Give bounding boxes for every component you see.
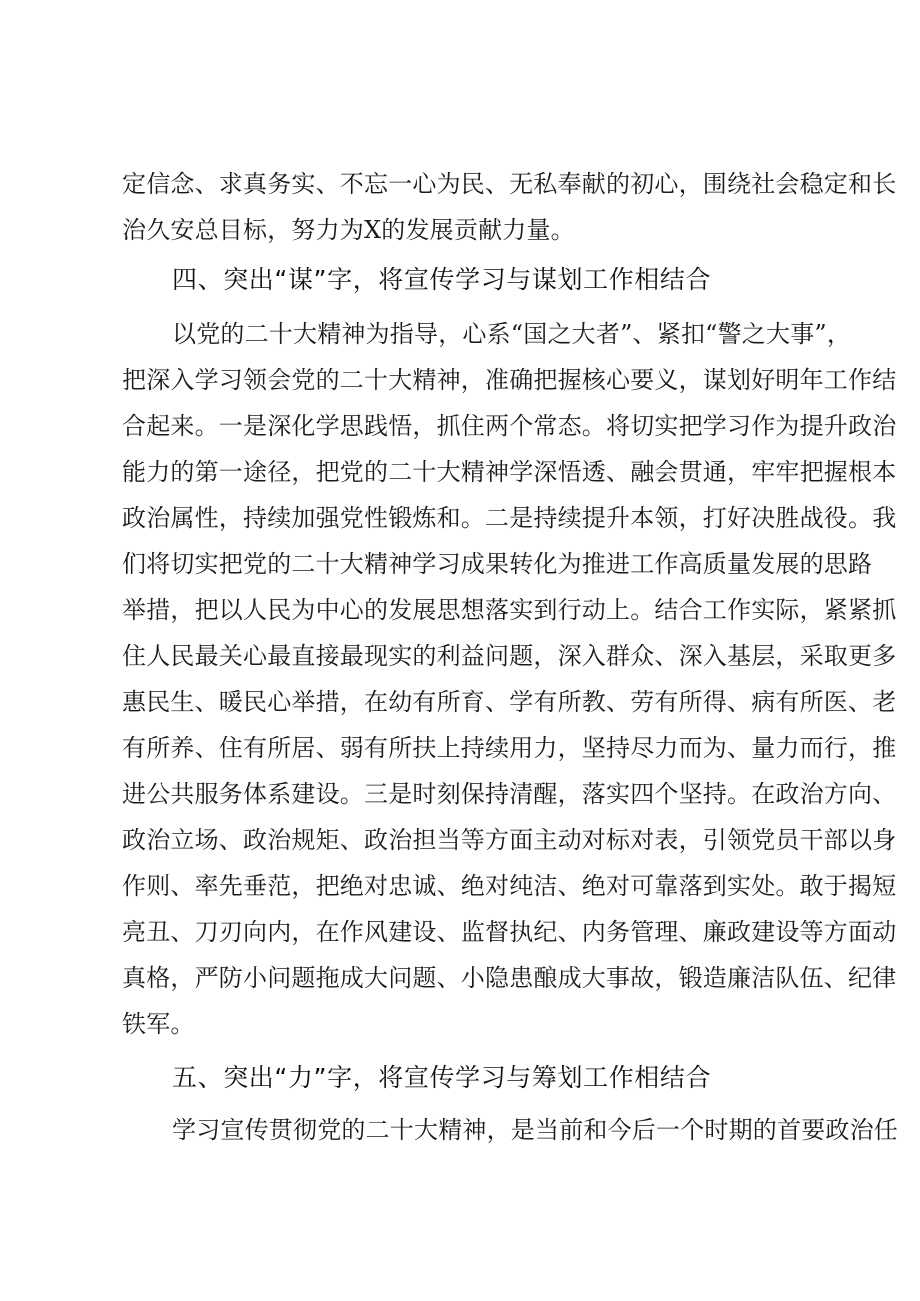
paragraph-line: 定信念、求真务实、不忘一心为民、无私奉献的初心，围绕社会稳定和长: [122, 170, 897, 198]
paragraph-line: 铁军。: [122, 1010, 195, 1038]
section-heading-4: 四、突出“谋”字，将宣传学习与谋划工作相结合: [172, 265, 712, 294]
paragraph-line: 惠民生、暖民心举措，在幼有所育、学有所教、劳有所得、病有所医、老: [122, 688, 897, 716]
paragraph-line: 作则、率先垂范，把绝对忠诚、绝对纯洁、绝对可靠落到实处。敢于揭短: [122, 872, 897, 900]
paragraph-line: 进公共服务体系建设。三是时刻保持清醒，落实四个坚持。在政治方向、: [122, 780, 897, 808]
paragraph-line: 们将切实把党的二十大精神学习成果转化为推进工作高质量发展的思路: [122, 550, 873, 578]
paragraph-line: 治久安总目标，努力为X的发展贡献力量。: [122, 216, 575, 244]
paragraph-line: 亮丑、刀刃向内，在作风建设、监督执纪、内务管理、廉政建设等方面动: [122, 918, 897, 946]
paragraph-line: 政治立场、政治规矩、政治担当等方面主动对标对表，引领党员干部以身: [122, 826, 897, 854]
paragraph-line: 能力的第一途径，把党的二十大精神学深悟透、融会贯通，牢牢把握根本: [122, 458, 897, 486]
paragraph-line: 举措，把以人民为中心的发展思想落实到行动上。结合工作实际，紧紧抓: [122, 596, 897, 624]
paragraph-line: 有所养、住有所居、弱有所扶上持续用力，坚持尽力而为、量力而行，推: [122, 734, 897, 762]
paragraph-line: 真格，严防小问题拖成大问题、小隐患酿成大事故，锻造廉洁队伍、纪律: [122, 964, 897, 992]
section-heading-5: 五、突出“力”字，将宣传学习与筹划工作相结合: [172, 1063, 712, 1092]
paragraph-line: 以党的二十大精神为指导，心系“国之大者”、紧扣“警之大事”，: [172, 320, 852, 348]
paragraph-line: 把深入学习领会党的二十大精神，准确把握核心要义，谋划好明年工作结: [122, 366, 897, 394]
paragraph-line: 政治属性，持续加强党性锻炼和。二是持续提升本领，打好决胜战役。我: [122, 504, 897, 532]
paragraph-line: 住人民最关心最直接最现实的利益问题，深入群众、深入基层，采取更多: [122, 642, 897, 670]
paragraph-line: 学习宣传贯彻党的二十大精神，是当前和今后一个时期的首要政治任: [172, 1116, 898, 1144]
paragraph-line: 合起来。一是深化学思践悟，抓住两个常态。将切实把学习作为提升政治: [122, 412, 897, 440]
